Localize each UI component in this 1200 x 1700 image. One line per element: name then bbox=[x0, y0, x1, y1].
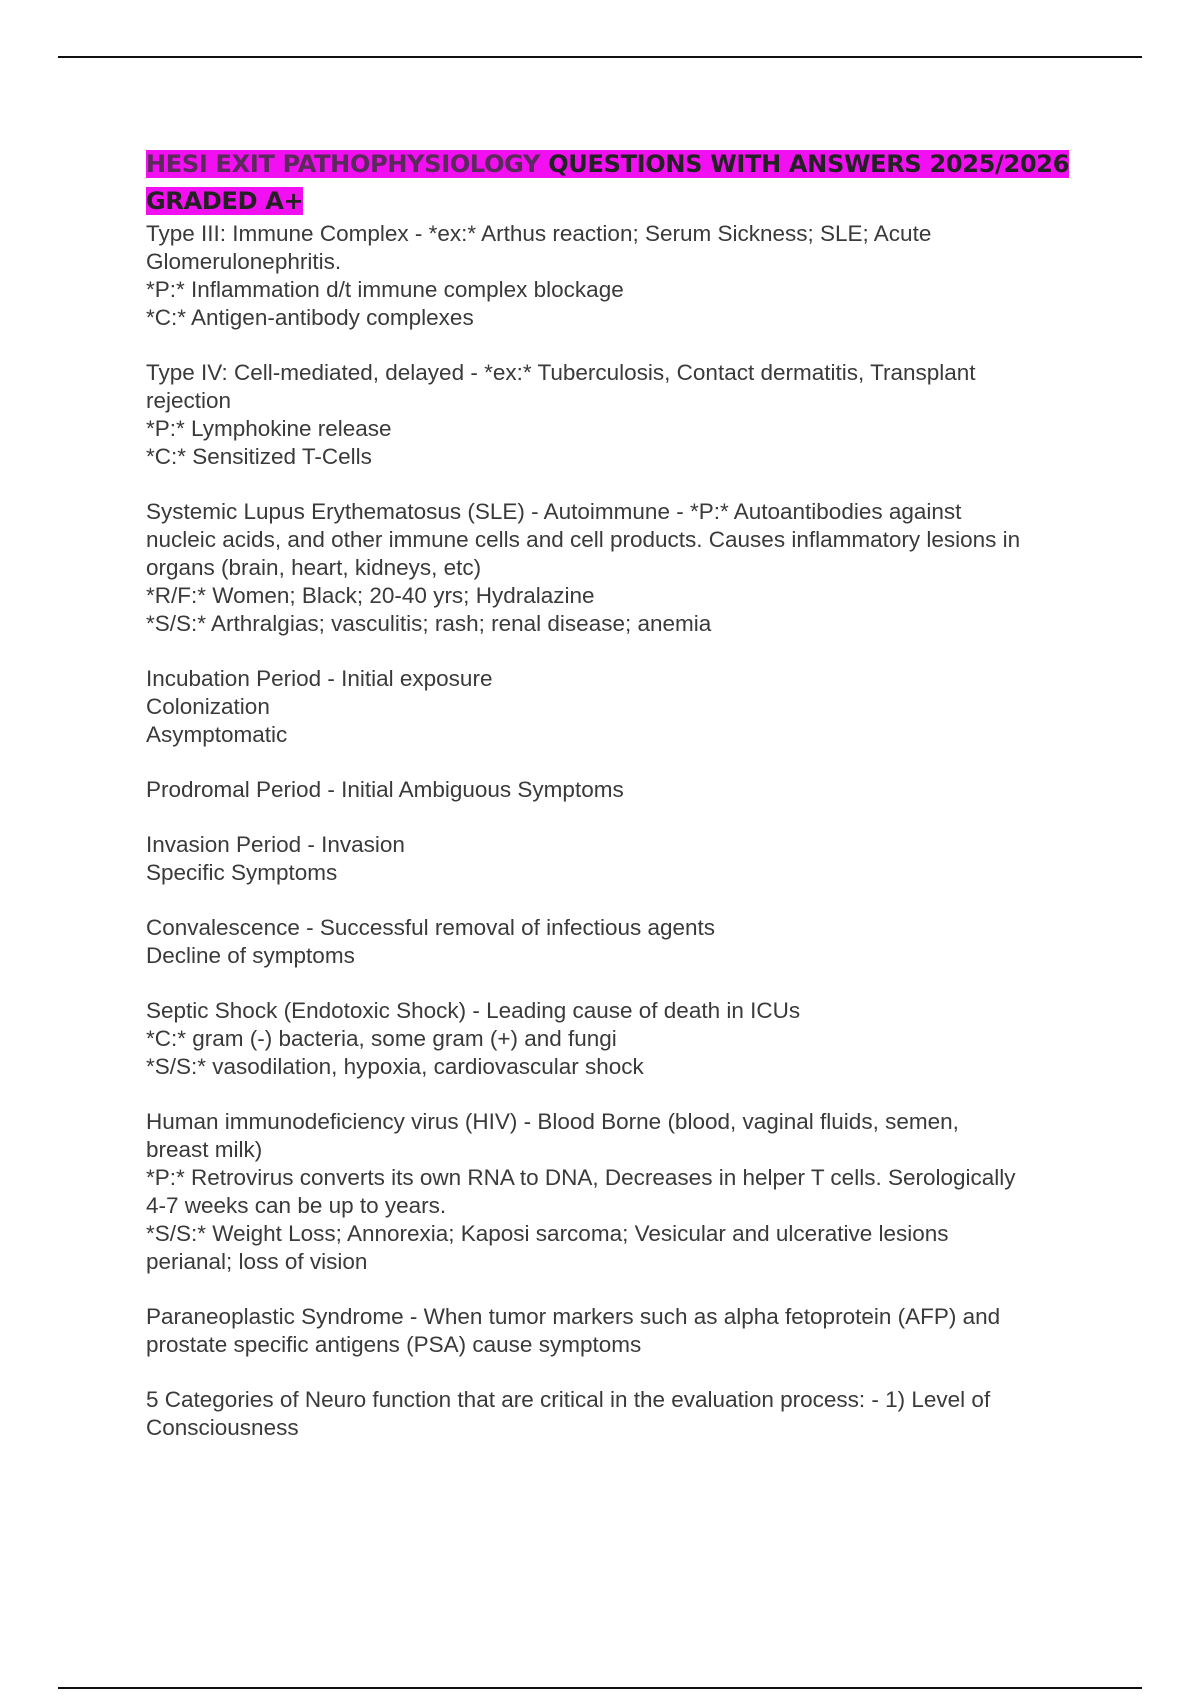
entry-line: *P:* Inflammation d/t immune complex blockage bbox=[146, 277, 624, 302]
entry-line: Glomerulonephritis. bbox=[146, 249, 342, 274]
entry-line: *S/S:* Arthralgias; vasculitis; rash; renal disease; anemia bbox=[146, 611, 712, 636]
entry-line: 4-7 weeks can be up to years. bbox=[146, 1193, 447, 1218]
entry-line: perianal; loss of vision bbox=[146, 1249, 368, 1274]
entry-line: organs (brain, heart, kidneys, etc) bbox=[146, 555, 482, 580]
entry-line: *C:* Antigen-antibody complexes bbox=[146, 305, 474, 330]
entry-line: Type IV: Cell-mediated, delayed - *ex:* Tuberculosis, Contact dermatitis, Transplant bbox=[146, 360, 976, 385]
entry-line: Paraneoplastic Syndrome - When tumor markers such as alpha fetoprotein (AFP) and bbox=[146, 1304, 1001, 1329]
qa-entry bbox=[146, 220, 1096, 332]
entry-line: Invasion Period - Invasion bbox=[146, 832, 405, 857]
qa-entry bbox=[146, 1108, 1096, 1276]
entry-line: rejection bbox=[146, 388, 232, 413]
qa-entries bbox=[146, 220, 1096, 1442]
entry-line: *R/F:* Women; Black; 20-40 yrs; Hydralazine bbox=[146, 583, 595, 608]
entry-line: *P:* Lymphokine release bbox=[146, 416, 392, 441]
qa-entry bbox=[146, 359, 1096, 471]
entry-line: nucleic acids, and other immune cells and cell products. Causes inflammatory lesions in bbox=[146, 527, 1021, 552]
qa-entry bbox=[146, 776, 1096, 804]
entry-line: Convalescence - Successful removal of infectious agents bbox=[146, 915, 716, 940]
qa-entry bbox=[146, 997, 1096, 1081]
entry-line: Specific Symptoms bbox=[146, 860, 338, 885]
qa-entry bbox=[146, 498, 1096, 638]
entry-line: *C:* gram (-) bacteria, some gram (+) and fungi bbox=[146, 1026, 617, 1051]
entry-line: Systemic Lupus Erythematosus (SLE) - Autoimmune - *P:* Autoantibodies against bbox=[146, 499, 962, 524]
entry-line: Colonization bbox=[146, 694, 270, 719]
entry-line: Decline of symptoms bbox=[146, 943, 355, 968]
header-rule bbox=[58, 56, 1142, 58]
footer-rule bbox=[58, 1687, 1142, 1689]
title-part-1: HESI EXIT PATHOPHYSIOLOGY bbox=[146, 150, 541, 178]
entry-line: *P:* Retrovirus converts its own RNA to DNA, Decreases in helper T cells. Serologically bbox=[146, 1165, 1016, 1190]
entry-line: prostate specific antigens (PSA) cause symptoms bbox=[146, 1332, 642, 1357]
document-body bbox=[146, 146, 1096, 1469]
entry-line: *C:* Sensitized T-Cells bbox=[146, 444, 372, 469]
qa-entry bbox=[146, 1303, 1096, 1359]
entry-line: Incubation Period - Initial exposure bbox=[146, 666, 493, 691]
title-part-2: QUESTIONS WITH ANSWERS 2025/2026 GRADED A+ bbox=[146, 150, 1070, 215]
entry-line: Prodromal Period - Initial Ambiguous Symptoms bbox=[146, 777, 624, 802]
entry-line: Septic Shock (Endotoxic Shock) - Leading cause of death in ICUs bbox=[146, 998, 801, 1023]
qa-entry bbox=[146, 1386, 1096, 1442]
entry-line: Human immunodeficiency virus (HIV) - Blood Borne (blood, vaginal fluids, semen, bbox=[146, 1109, 959, 1134]
entry-line: Asymptomatic bbox=[146, 722, 288, 747]
qa-entry bbox=[146, 914, 1096, 970]
entry-line: *S/S:* Weight Loss; Annorexia; Kaposi sarcoma; Vesicular and ulcerative lesions bbox=[146, 1221, 949, 1246]
entry-line: 5 Categories of Neuro function that are critical in the evaluation process: - 1) Level of bbox=[146, 1387, 991, 1412]
qa-entry bbox=[146, 831, 1096, 887]
entry-line: *S/S:* vasodilation, hypoxia, cardiovascular shock bbox=[146, 1054, 644, 1079]
document-title bbox=[146, 146, 1096, 220]
entry-line: breast milk) bbox=[146, 1137, 263, 1162]
qa-entry bbox=[146, 665, 1096, 749]
entry-line: Consciousness bbox=[146, 1415, 299, 1440]
entry-line: Type III: Immune Complex - *ex:* Arthus reaction; Serum Sickness; SLE; Acute bbox=[146, 221, 932, 246]
